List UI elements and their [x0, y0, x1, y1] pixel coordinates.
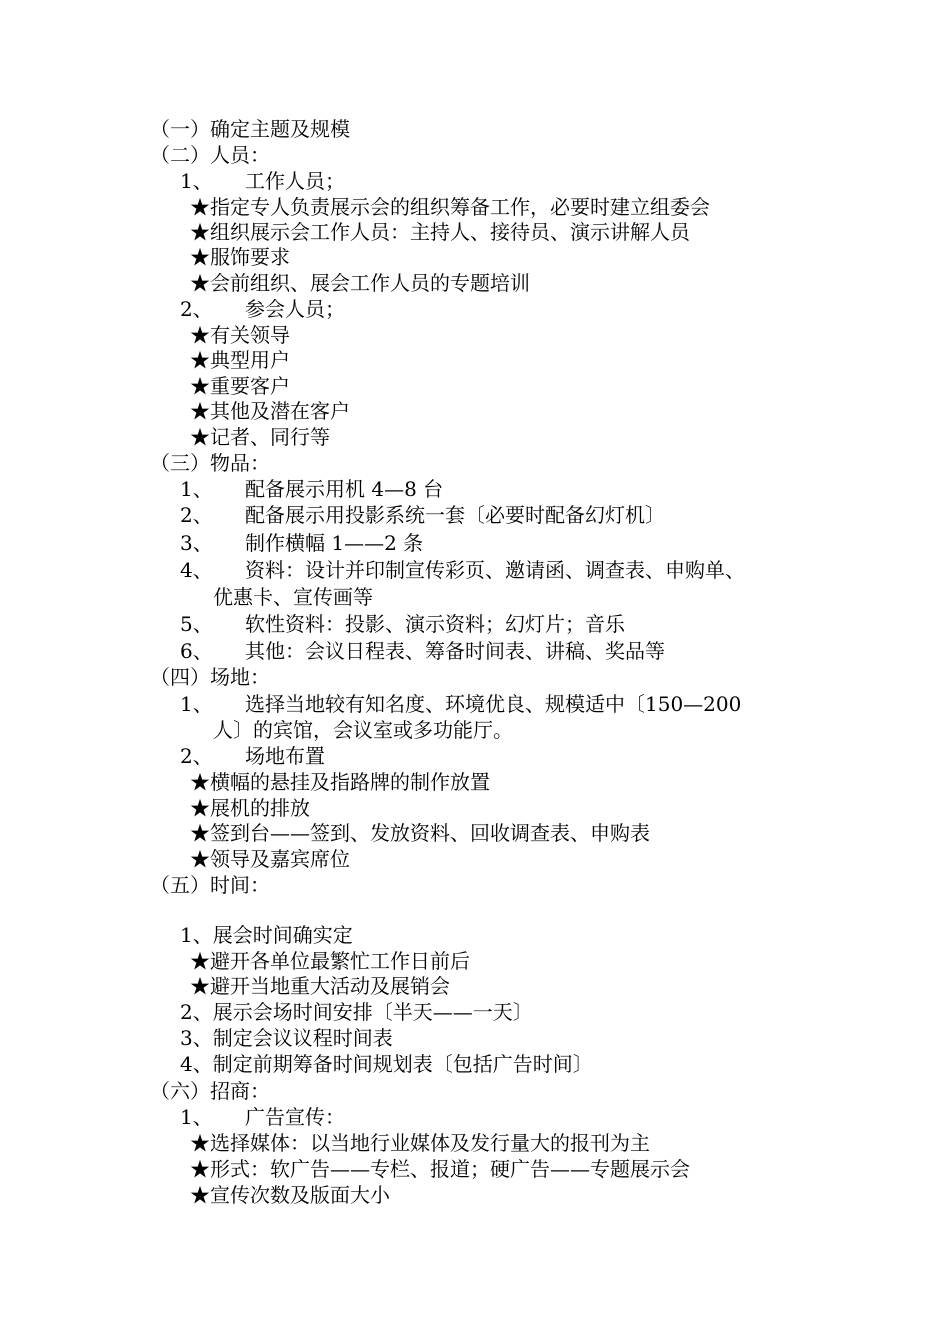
item-number: 3、 [180, 531, 213, 555]
item-number: 1、 [180, 692, 213, 716]
item-text: 选择当地较有知名度、环境优良、规模适中〔150—200 [245, 692, 742, 716]
section-heading: （三）物品： [150, 451, 270, 475]
section-heading: （六）招商： [150, 1079, 270, 1103]
item-number: 5、 [180, 612, 213, 636]
bullet-item: ★会前组织、展会工作人员的专题培训 [190, 271, 530, 295]
item-text: 场地布置 [245, 744, 325, 768]
item-number: 1、 [180, 477, 213, 501]
section-heading: （一）确定主题及规模 [150, 117, 350, 141]
item-number: 2、 [180, 744, 213, 768]
item-number: 2、 [180, 297, 213, 321]
item-number: 2、 [180, 503, 213, 527]
bullet-item: ★避开各单位最繁忙工作日前后 [190, 949, 470, 973]
section-heading: （五）时间： [150, 873, 270, 897]
item-text: 其他：会议日程表、筹备时间表、讲稿、奖品等 [245, 639, 665, 663]
bullet-item: ★避开当地重大活动及展销会 [190, 974, 450, 998]
item-text: 配备展示用机 4—8 台 [245, 477, 444, 501]
item-text: 工作人员； [245, 169, 345, 193]
item-text: 制作横幅 1——2 条 [245, 531, 424, 555]
item-text: 参会人员； [245, 297, 345, 321]
item-line: 4、制定前期筹备时间规划表〔包括广告时间〕 [180, 1052, 593, 1076]
bullet-item: ★横幅的悬挂及指路牌的制作放置 [190, 770, 490, 794]
section-heading: （二）人员： [150, 143, 270, 167]
bullet-item: ★组织展示会工作人员：主持人、接待员、演示讲解人员 [190, 220, 690, 244]
bullet-item: ★典型用户 [190, 348, 290, 372]
item-line: 3、制定会议议程时间表 [180, 1026, 393, 1050]
item-line: 2、展示会场时间安排〔半天——一天〕 [180, 1000, 533, 1024]
bullet-item: ★形式：软广告——专栏、报道；硬广告——专题展示会 [190, 1157, 690, 1181]
item-number: 1、 [180, 169, 213, 193]
bullet-item: ★领导及嘉宾席位 [190, 847, 350, 871]
bullet-item: ★签到台——签到、发放资料、回收调查表、申购表 [190, 821, 650, 845]
bullet-item: ★服饰要求 [190, 245, 290, 269]
bullet-item: ★宣传次数及版面大小 [190, 1183, 390, 1207]
item-line: 1、展会时间确实定 [180, 923, 353, 947]
item-text-continued: 优惠卡、宣传画等 [213, 585, 373, 609]
item-text-continued: 人〕的宾馆，会议室或多功能厅。 [213, 718, 513, 742]
section-heading: （四）场地： [150, 665, 270, 689]
bullet-item: ★有关领导 [190, 323, 290, 347]
bullet-item: ★重要客户 [190, 374, 290, 398]
bullet-item: ★记者、同行等 [190, 425, 330, 449]
item-text: 配备展示用投影系统一套〔必要时配备幻灯机〕 [245, 503, 665, 527]
item-number: 4、 [180, 558, 213, 582]
item-number: 6、 [180, 639, 213, 663]
bullet-item: ★指定专人负责展示会的组织筹备工作，必要时建立组委会 [190, 195, 710, 219]
item-text: 广告宣传： [245, 1105, 345, 1129]
item-text: 资料：设计并印制宣传彩页、邀请函、调查表、申购单、 [245, 558, 745, 582]
bullet-item: ★展机的排放 [190, 796, 310, 820]
item-number: 1、 [180, 1105, 213, 1129]
item-text: 软性资料：投影、演示资料；幻灯片；音乐 [245, 612, 625, 636]
bullet-item: ★其他及潜在客户 [190, 399, 350, 423]
bullet-item: ★选择媒体：以当地行业媒体及发行量大的报刊为主 [190, 1131, 650, 1155]
